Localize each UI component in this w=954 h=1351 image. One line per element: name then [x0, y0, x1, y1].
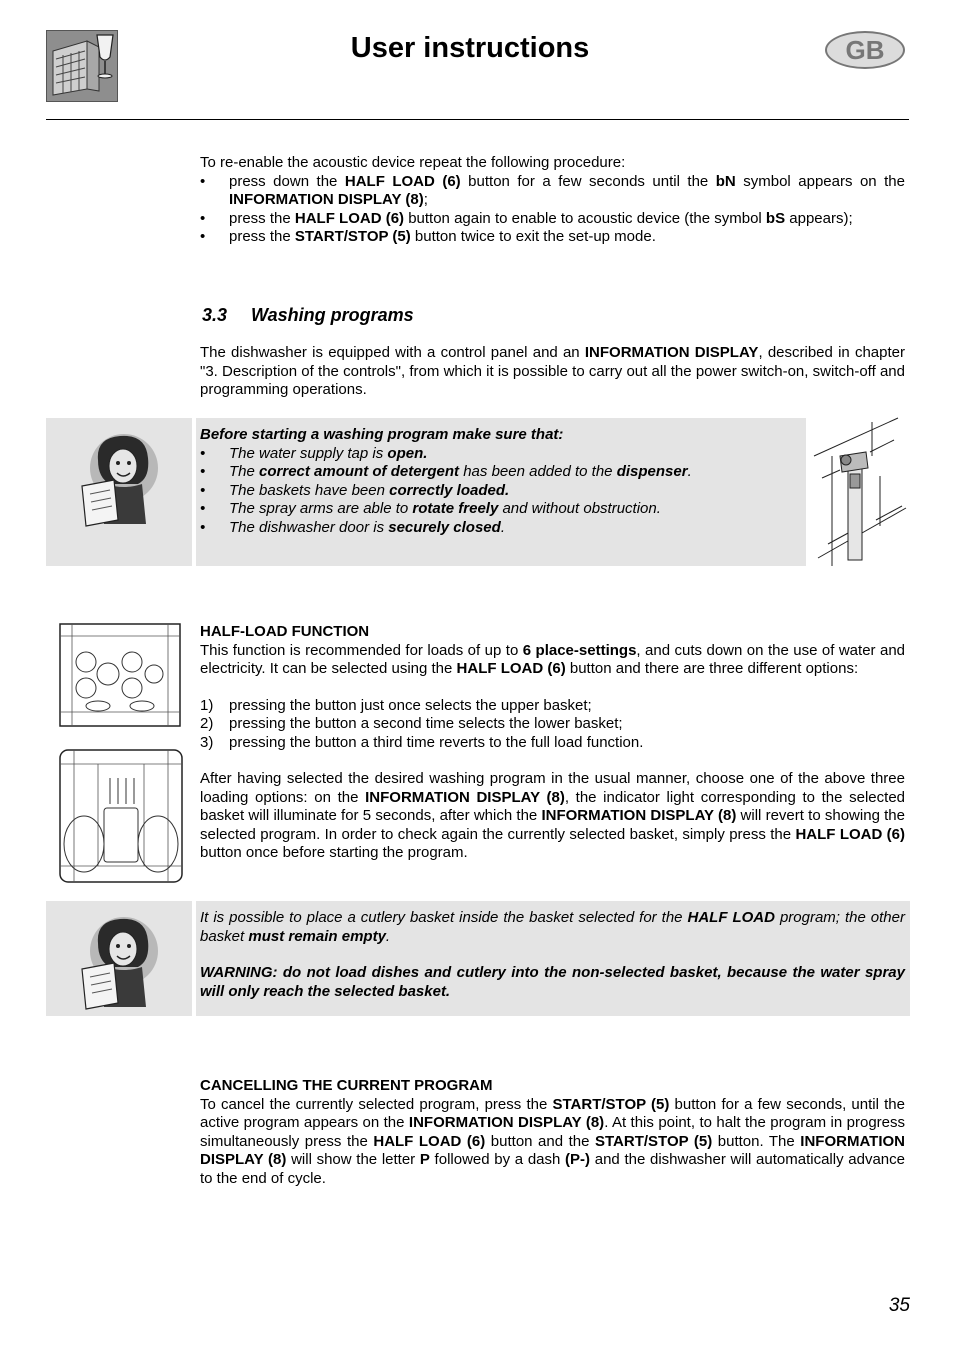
halfload-options	[200, 697, 905, 753]
list-item: • press the HALF LOAD (6) button again to enable to acoustic device (the symbol bS appears);	[200, 210, 905, 229]
halfload-paragraph-2: After having selected the desired washing program in the usual manner, choose one of the above three loading options: on the INFORMATION DISPLAY (8), the indicator light corresponding to the selected basket will illuminate for 5 seconds, after which the INFORMATION DISPLAY (8) will revert to showing the selected program. In order to check again the currently selected basket, simply press the HALF LOAD (6) button once before starting the program.	[200, 770, 906, 861]
section-number: 3.3	[202, 305, 228, 325]
page-number: 35	[888, 1295, 910, 1316]
intro-block	[200, 154, 905, 247]
list-item: 2) pressing the button a second time selects the lower basket;	[200, 715, 623, 732]
note-paragraph: It is possible to place a cutlery basket inside the basket selected for the HALF LOAD program; the other basket must remain empty.	[200, 909, 905, 945]
language-badge: GB	[825, 31, 905, 69]
cartoon-woman-reading-icon	[76, 911, 166, 1011]
intro-lead: To re-enable the acoustic device repeat the following procedure:	[200, 154, 626, 171]
cancel-heading: CANCELLING THE CURRENT PROGRAM	[200, 1077, 493, 1094]
list-item: 3) pressing the button a third time reverts to the full load function.	[200, 733, 644, 751]
dishwasher-glass-icon	[46, 30, 118, 102]
section-title: Washing programs	[251, 305, 414, 325]
intro-list	[200, 173, 905, 247]
list-item: • The dishwasher door is securely closed.	[200, 519, 800, 538]
upper-basket-icon	[58, 622, 182, 728]
lower-basket-icon	[58, 748, 184, 884]
halfload-paragraph-1: This function is recommended for loads of up to 6 place-settings, and cuts down on the use of water and electricity. It can be selected using the HALF LOAD (6) button and there are three different options:	[200, 641, 906, 677]
checklist-title: Before starting a washing program make sure that:	[200, 426, 564, 443]
water-tap-icon	[810, 416, 910, 568]
checklist-list	[200, 445, 800, 538]
list-item: • The water supply tap is open.	[200, 445, 800, 464]
list-item: 1) pressing the button just once selects the upper basket;	[200, 696, 592, 714]
cancel-block	[200, 1077, 905, 1188]
halfload-block	[200, 623, 905, 863]
checklist-icon-panel	[46, 418, 192, 566]
list-item: • press down the HALF LOAD (6) button for a few seconds until the bN symbol appears on the INFORMATION DISPLAY (8);	[200, 173, 905, 210]
list-item: • press the START/STOP (5) button twice to exit the set-up mode.	[200, 228, 905, 247]
section-paragraph: The dishwasher is equipped with a control panel and an INFORMATION DISPLAY, described in chapter "3. Description of the controls", from which it is possible to carry out all the power switch-on, switch-off and programming operations.	[200, 344, 905, 398]
list-item: • The correct amount of detergent has been added to the dispenser.	[200, 463, 800, 482]
cartoon-woman-reading-icon	[76, 428, 166, 528]
note-icon-panel	[46, 901, 192, 1016]
list-item: • The baskets have been correctly loaded.	[200, 482, 800, 501]
warning-text: WARNING: do not load dishes and cutlery into the non-selected basket, because the water spray will only reach the selected basket.	[200, 964, 905, 1000]
header-divider	[46, 119, 909, 120]
section-heading	[202, 304, 414, 326]
checklist-panel	[196, 418, 806, 566]
cancel-paragraph: To cancel the currently selected program, press the START/STOP (5) button for a few seconds, until the active program appears on the INFORMATION DISPLAY (8). At this point, to halt the program in progress simultaneously press the HALF LOAD (6) button and the START/STOP (5) button. The INFORMATION DISPLAY (8) will show the letter P followed by a dash (P-) and the dishwasher will automatically advance to the end of cycle.	[200, 1095, 905, 1187]
list-item: • The spray arms are able to rotate freely and without obstruction.	[200, 500, 800, 519]
halfload-heading: HALF-LOAD FUNCTION	[200, 623, 370, 640]
page-title: User instructions	[350, 32, 590, 64]
note-panel	[196, 901, 910, 1016]
